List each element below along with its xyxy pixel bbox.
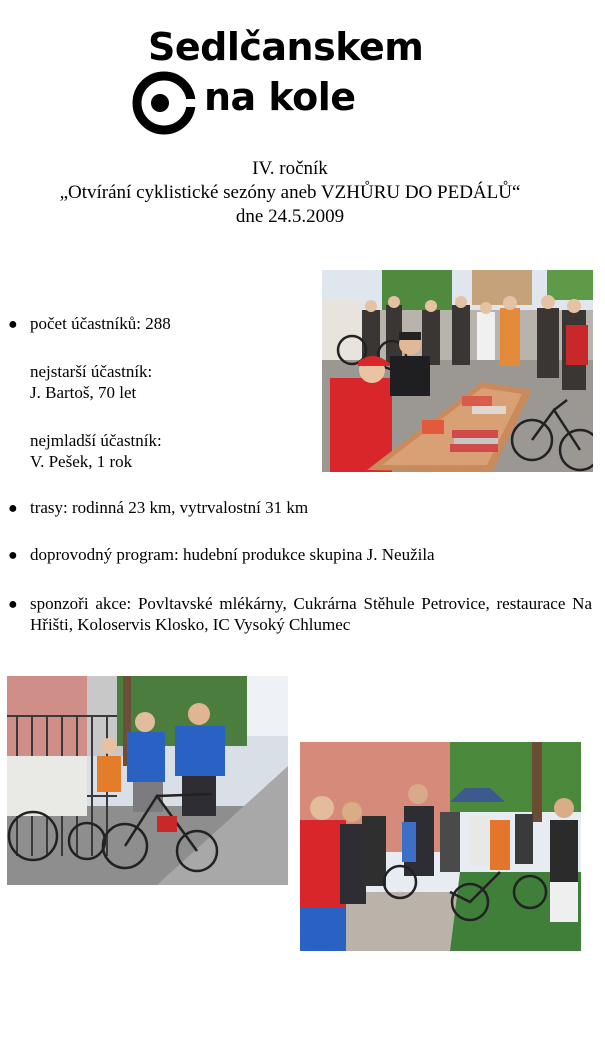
edition-label: IV. ročník xyxy=(252,158,328,179)
logo-line2: na kole xyxy=(204,75,356,119)
photo-tandem-cyclists xyxy=(7,676,288,885)
bullet-icon: ● xyxy=(8,316,18,333)
bullet-icon: ● xyxy=(8,547,18,564)
sponsors-info: sponzoři akce: Povltavské mlékárny, Cukrárna Stěhule Petrovice, restaurace Na Hřišti, Koloservis Klosko, IC Vysoký Chlumec xyxy=(30,594,592,634)
event-date: dne 24.5.2009 xyxy=(235,206,345,227)
photo-registration-table xyxy=(322,270,593,472)
bullet-icon: ● xyxy=(8,500,18,517)
logo-line1: Sedlčanskem xyxy=(148,25,424,69)
participant-count: počet účastníků: 288 xyxy=(30,314,171,333)
event-name: „Otvírání cyklistické sezóny aneb VZHŮRU DO PEDÁLŮ“ xyxy=(59,182,521,203)
event-heading xyxy=(0,157,580,229)
cyclist-circle-logo-icon xyxy=(130,70,200,136)
youngest-participant-label: nejmladší účastník: xyxy=(30,431,162,450)
oldest-participant-value: J. Bartoš, 70 let xyxy=(30,383,137,402)
bullet-icon: ● xyxy=(8,596,18,613)
youngest-participant-value: V. Pešek, 1 rok xyxy=(30,452,133,471)
routes-info: trasy: rodinná 23 km, vytrvalostní 31 km xyxy=(30,498,309,517)
photo-crowd-lawn xyxy=(300,742,581,951)
oldest-participant-label: nejstarší účastník: xyxy=(30,362,153,381)
logo xyxy=(130,26,430,138)
program-info: doprovodný program: hudební produkce skupina J. Neužila xyxy=(30,545,435,564)
